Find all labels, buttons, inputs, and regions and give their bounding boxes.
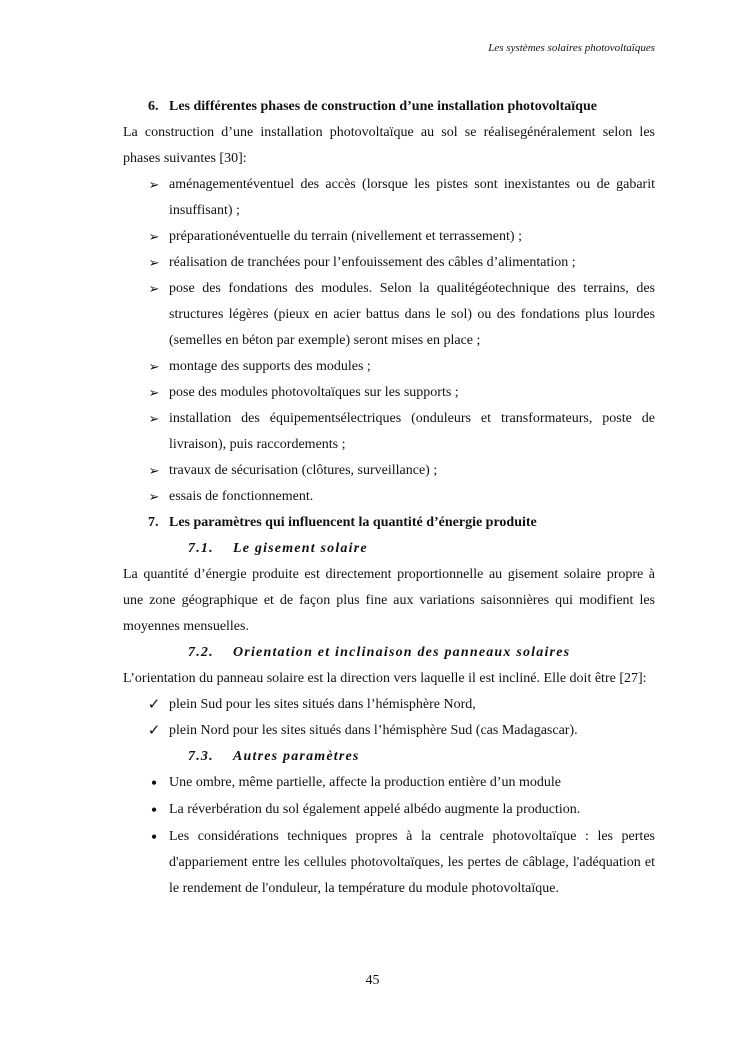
bullet-dot-icon: • bbox=[150, 827, 158, 847]
arrow-bullet-icon: ➢ bbox=[148, 385, 160, 400]
list-item bbox=[123, 276, 655, 354]
subsection-7-1-number: 7.1. bbox=[188, 541, 214, 556]
section-6-number: 6. bbox=[148, 99, 159, 114]
check-icon: ✓ bbox=[147, 697, 161, 713]
subsection-7-1-title: Le gisement solaire bbox=[233, 541, 368, 556]
list-item bbox=[123, 484, 655, 510]
list-item-text: montage des supports des modules ; bbox=[169, 359, 371, 374]
subsection-7-1-text: La quantité d’énergie produite est directement proportionnelle au gisement solaire propre à une zone géographique et de façon plus fine aux variations saisonnières qui modifient les moyennes mensuelles. bbox=[123, 567, 655, 634]
list-item bbox=[123, 770, 655, 796]
check-icon: ✓ bbox=[147, 723, 161, 739]
page-number: 45 bbox=[365, 973, 380, 988]
arrow-bullet-icon: ➢ bbox=[148, 281, 160, 296]
subsection-7-3-heading bbox=[123, 744, 655, 770]
list-item bbox=[123, 692, 655, 718]
list-item-text: La réverbération du sol également appelé albédo augmente la production. bbox=[169, 802, 581, 817]
arrow-bullet-icon: ➢ bbox=[148, 229, 160, 244]
list-item-text: réalisation de tranchées pour l’enfouissement des câbles d’alimentation ; bbox=[169, 255, 576, 270]
list-item-text: Les considérations techniques propres à la centrale photovoltaïque : les pertes d'appariement entre les cellules photovoltaïques, les pertes de câblage, l'adéquation et le rendement de l'onduleur, la température du module photovoltaïque. bbox=[169, 829, 655, 896]
arrow-bullet-icon: ➢ bbox=[148, 255, 160, 270]
section-7-title: Les paramètres qui influencent la quantité d’énergie produite bbox=[169, 515, 537, 530]
list-item-text: travaux de sécurisation (clôtures, surveillance) ; bbox=[169, 463, 438, 478]
section-6-title: Les différentes phases de construction d’une installation photovoltaïque bbox=[169, 99, 597, 114]
list-item bbox=[123, 250, 655, 276]
list-item-text: plein Sud pour les sites situés dans l’hémisphère Nord, bbox=[169, 697, 476, 712]
list-item bbox=[123, 718, 655, 744]
construction-phases-list bbox=[123, 172, 655, 510]
list-item-text: essais de fonctionnement. bbox=[169, 489, 314, 504]
list-item bbox=[123, 224, 655, 250]
subsection-7-1-heading bbox=[123, 536, 655, 562]
section-7-heading bbox=[123, 510, 655, 536]
subsection-7-3-number: 7.3. bbox=[188, 749, 214, 764]
list-item-text: installation des équipementsélectriques (onduleurs et transformateurs, poste de livraison), puis raccordements ; bbox=[169, 411, 655, 452]
section-6-intro: La construction d’une installation photovoltaïque au sol se réalisegénéralement selon les phases suivantes [30]: bbox=[123, 125, 655, 166]
list-item-text: aménagementéventuel des accès (lorsque les pistes sont inexistantes ou de gabarit insuffisant) ; bbox=[169, 177, 655, 218]
section-6-heading bbox=[123, 94, 655, 120]
list-item bbox=[123, 172, 655, 224]
list-item-text: Une ombre, même partielle, affecte la production entière d’un module bbox=[169, 775, 561, 790]
page-content bbox=[123, 94, 655, 903]
arrow-bullet-icon: ➢ bbox=[148, 489, 160, 504]
list-item-text: plein Nord pour les sites situés dans l’hémisphère Sud (cas Madagascar). bbox=[169, 723, 578, 738]
subsection-7-2-title: Orientation et inclinaison des panneaux solaires bbox=[233, 645, 571, 660]
orientation-list bbox=[123, 692, 655, 744]
list-item bbox=[123, 380, 655, 406]
arrow-bullet-icon: ➢ bbox=[148, 463, 160, 478]
bullet-dot-icon: • bbox=[150, 800, 158, 820]
list-item bbox=[123, 458, 655, 484]
running-header: Les systèmes solaires photovoltaïques bbox=[488, 42, 655, 54]
list-item bbox=[123, 406, 655, 458]
arrow-bullet-icon: ➢ bbox=[148, 177, 160, 192]
section-7-number: 7. bbox=[148, 515, 159, 530]
arrow-bullet-icon: ➢ bbox=[148, 359, 160, 374]
subsection-7-2-number: 7.2. bbox=[188, 645, 214, 660]
subsection-7-3-title: Autres paramètres bbox=[233, 749, 360, 764]
other-parameters-list bbox=[123, 770, 655, 902]
list-item-text: pose des modules photovoltaïques sur les supports ; bbox=[169, 385, 459, 400]
list-item bbox=[123, 797, 655, 823]
arrow-bullet-icon: ➢ bbox=[148, 411, 160, 426]
list-item-text: pose des fondations des modules. Selon la qualitégéotechnique des terrains, des structures légères (pieux en acier battus dans le sol) ou des fondations plus lourdes (semelles en béton par exemple) seront mises en place ; bbox=[169, 281, 655, 348]
subsection-7-2-heading bbox=[123, 640, 655, 666]
list-item bbox=[123, 824, 655, 902]
list-item bbox=[123, 354, 655, 380]
bullet-dot-icon: • bbox=[150, 773, 158, 793]
subsection-7-2-text: L’orientation du panneau solaire est la direction vers laquelle il est incliné. Elle doit être [27]: bbox=[123, 671, 647, 686]
list-item-text: préparationéventuelle du terrain (nivellement et terrassement) ; bbox=[169, 229, 522, 244]
